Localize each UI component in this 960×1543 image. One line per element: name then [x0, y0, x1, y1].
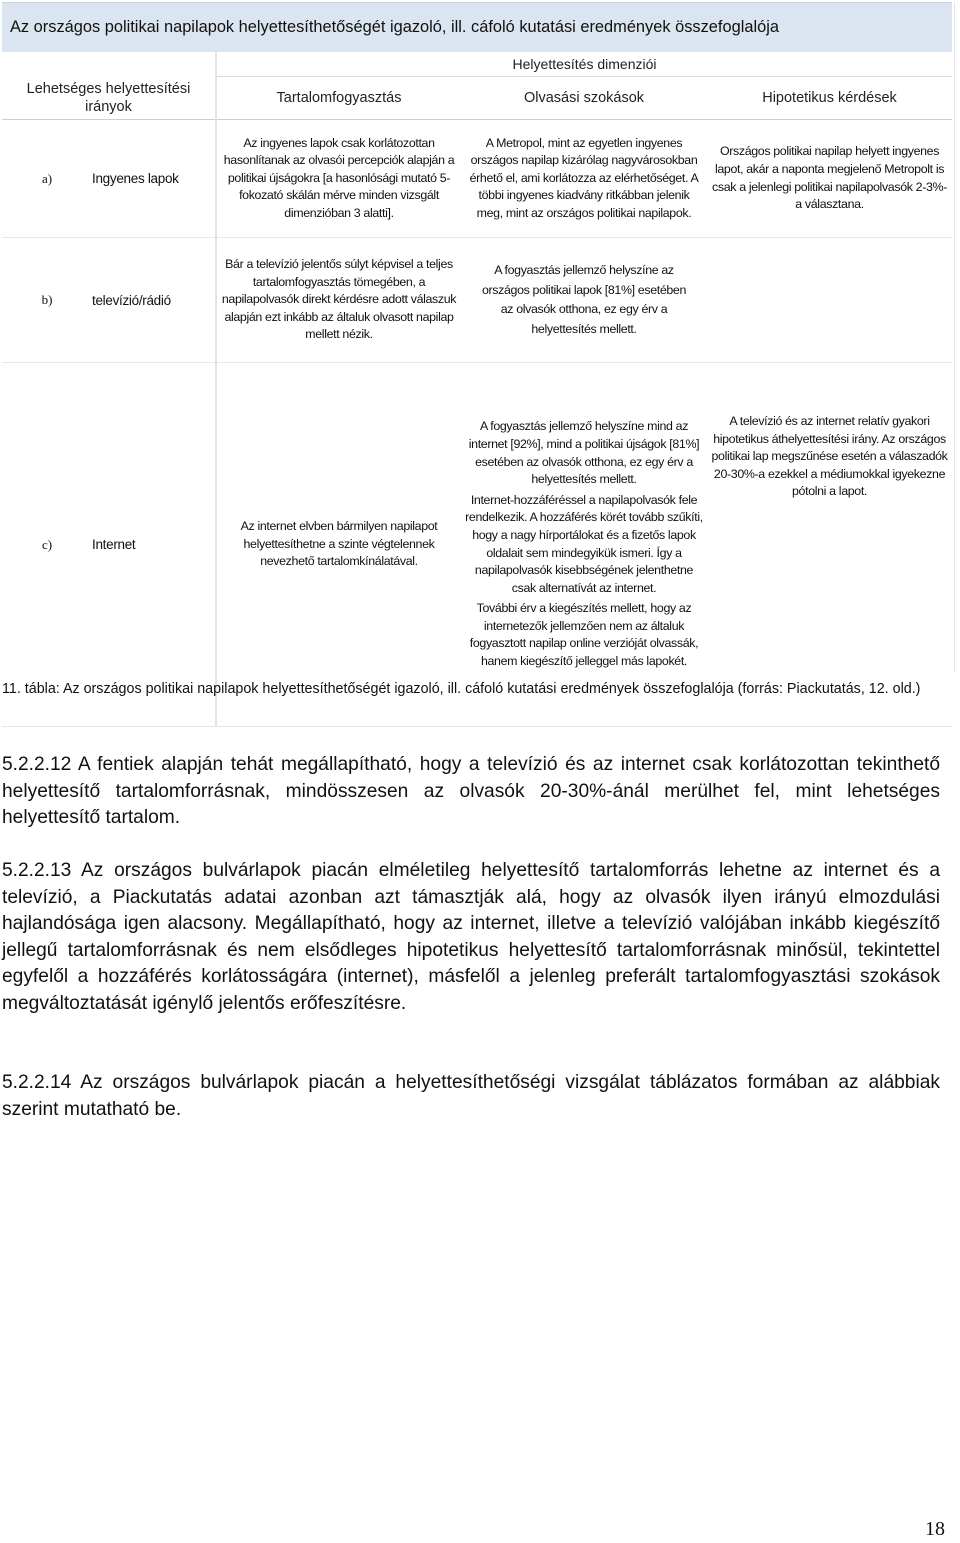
paragraph-5-2-2-14: 5.2.2.14 Az országos bulvárlapok piacán a helyettesíthetőségi vizsgálat táblázatos formában az alábbiak szerint mutatható be.	[2, 1072, 940, 1120]
page-number: 18	[925, 1518, 945, 1540]
row-letter: c)	[2, 363, 92, 727]
substitution-table	[2, 2, 952, 727]
habits-cell	[461, 363, 707, 727]
content-cell: Bár a televízió jelentős súlyt képvisel a teljes tartalomfogyasztás tömegében, a napilapolvasók direkt kérdésre adott válaszuk alapján ezt inkább az általuk olvasott napilap mellett nézik.	[216, 238, 461, 363]
table-title: Az országos politikai napilapok helyettesíthetőségét igazoló, ill. cáfoló kutatási eredmények összefoglalója	[2, 3, 952, 53]
hypothetical-cell: A televízió és az internet relatív gyakori hipotetikus áthelyettesítési irány. Az országos politikai lap megszűnése esetén a válaszadók 20-30%-a ezekkel a médiumokkal igyekezne pótolni a lapot.	[707, 363, 952, 727]
habits-text: A Metropol, mint az egyetlen ingyenes országos napilap kizárólag nagyvárosokban érhető el, ami korlátozza az elérhetőséget. A többi ingyenes kiadvány ritkábban jelenik meg, mint az országos politikai napilapok.	[469, 135, 699, 220]
hypothetical-cell	[707, 238, 952, 363]
dimensions-header: Helyettesítés dimenziói	[216, 52, 952, 77]
row-letter: b)	[2, 238, 92, 363]
column-header-content: Tartalomfogyasztás	[216, 77, 461, 120]
content-cell: Az ingyenes lapok csak korlátozottan hasonlítanak az olvasói percepciók alapján a politikai újságokra [a hasonlósági mutató 5-fokozató skálán mérve minden vizsgált dimenzióban 3 alatti].	[216, 120, 461, 238]
habits-cell	[461, 120, 707, 238]
directions-header: Lehetséges helyettesítési irányok	[2, 52, 216, 120]
column-header-habits: Olvasási szokások	[461, 77, 707, 120]
row-letter: a)	[2, 120, 92, 238]
paragraph-5-2-2-13: 5.2.2.13 Az országos bulvárlapok piacán elméletileg helyettesítő tartalomforrás lehetne az internet és a televízió, a Piackutatás adatai azonban azt támasztják alá, hogy az olvasók ilyen irányú elmozdulási hajlandósága igen alacsony. Megállapítható, hogy az internet, illetve a televízió valójában inkább kiegészítő jellegű tartalomforrásnak és nem elsődleges hipotetikus helyettesítő tartalomforrásnak minősül, tekintettel egyfelől a hozzáférés korlátosságára (internet), másfelől a jelenleg preferált tartalomfogyasztási szokások megváltoztatását igénylő jelentős erőfeszítésre.	[2, 860, 940, 1014]
habits-text: A fogyasztás jellemző helyszíne mind az internet [92%], mind a politikai újságok [81%] esetében az olvasók otthona, ez egy érv a helyettesítés mellett.	[468, 419, 700, 487]
paragraph-5-2-2-12: 5.2.2.12 A fentiek alapján tehát megállapítható, hogy a televízió és az internet csak korlátozottan tekinthető helyettesítő tartalomforrásnak, mindösszesen az olvasók 20-30%-ánál merülhet fel, mint lehetséges helyettesítő tartalom.	[2, 754, 940, 828]
row-direction: Ingyenes lapok	[92, 120, 216, 238]
hypothetical-cell: Országos politikai napilap helyett ingyenes lapot, akár a naponta megjelenő Metropolt is csak a jelenlegi politikai napilapolvasók 2-3%-a választana.	[707, 120, 952, 238]
habits-text: A fogyasztás jellemző helyszíne az országos politikai lapok [81%] esetében az olvasók otthona, ez egy érv a helyettesítés mellett.	[481, 263, 686, 336]
row-direction: Internet	[92, 363, 216, 727]
table-row	[2, 238, 952, 363]
column-header-hypothetical: Hipotetikus kérdések	[707, 77, 952, 120]
table-row	[2, 363, 952, 727]
table-caption: 11. tábla: Az országos politikai napilapok helyettesíthetőségét igazoló, ill. cáfoló kutatási eredmények összefoglalója (forrás: Piackutatás, 12. old.)	[2, 681, 921, 697]
table-right-border	[954, 2, 955, 672]
habits-cell	[461, 238, 707, 363]
row-direction: televízió/rádió	[92, 238, 216, 363]
content-cell: Az internet elvben bármilyen napilapot helyettesíthetne a szinte végtelennek nevezhető tartalomkínálatával.	[216, 363, 461, 727]
habits-text: Internet-hozzáféréssel a napilapolvasók fele rendelkezik. A hozzáférés körét tovább szűkíti, hogy a nagy hírportálokat és a fizetős lapok oldalait sem mindegyikük ismeri. Így a napilapolvasók kisebbségének jelenthetne csak alternatívát az internet.	[465, 492, 703, 595]
habits-text: További érv a kiegészítés mellett, hogy az internetezők jellemzően nem az általuk fogyasztott napilap online verzióját olvassák, hanem kiegészítő jelleggel más lapokét.	[469, 601, 699, 669]
table-row	[2, 120, 952, 238]
